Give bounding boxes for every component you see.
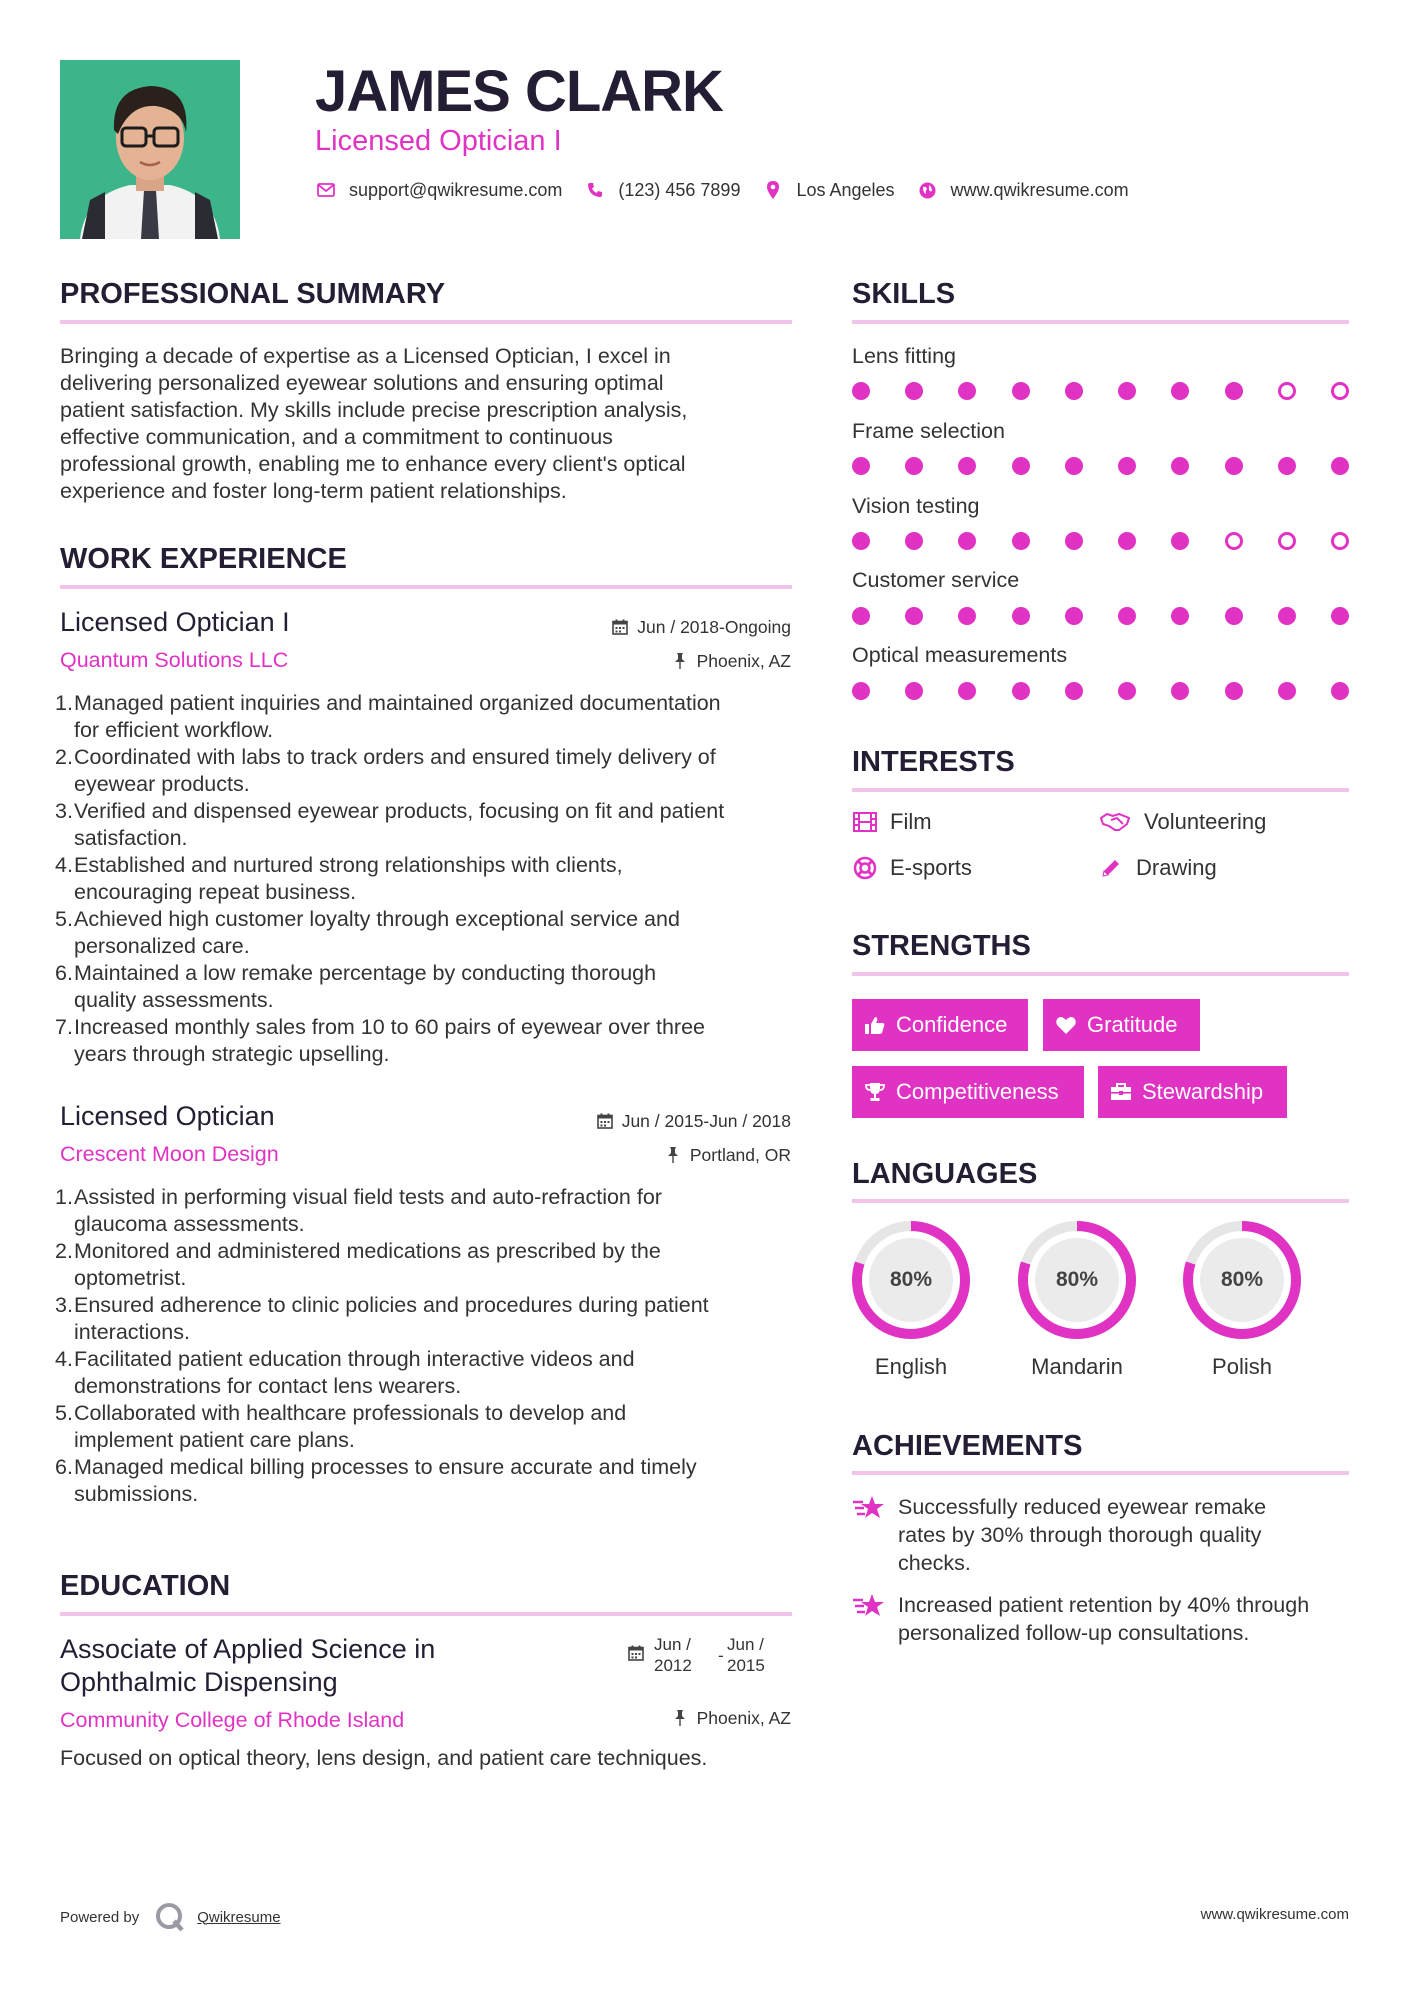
list-item [55,1346,800,1400]
rating-dot-filled [1278,457,1296,475]
shooting-star-icon [852,1492,888,1522]
skill-rating [852,682,1349,702]
job-location-text: Portland, OR [689,1145,791,1165]
rating-dot-filled [1171,532,1189,550]
rating-dot-filled [1012,457,1030,475]
map-pin-icon [762,179,784,201]
footer-branding [60,1900,281,1934]
rating-dot-filled [1118,532,1136,550]
item-number: 4. [55,853,73,877]
rating-dot-filled [852,457,870,475]
skill-name: Frame selection [852,419,1005,443]
rating-dot-filled [958,532,976,550]
strength-badge [1043,999,1200,1051]
rating-dot-filled [1012,682,1030,700]
list-item [55,960,800,1014]
item-number: 1. [55,1185,73,1209]
achievement-text [898,1493,1266,1577]
strength-badge [852,999,1028,1051]
job-dates-text: Jun / 2018-Ongoing [637,617,791,637]
rating-dot-filled [1278,607,1296,625]
strengths-heading: STRENGTHS [852,930,1031,962]
job-dates-text: Jun / 2015-Jun / 2018 [621,1111,791,1131]
experience-divider [60,585,792,589]
item-line: Coordinated with labs to track orders and ensured timely delivery of [74,745,716,769]
achievements-divider [852,1471,1349,1475]
achievement-line: Successfully reduced eyewear remake [898,1495,1267,1519]
heart-icon [1055,1014,1077,1036]
strength-badge [852,1066,1084,1118]
calendar-icon [628,1645,646,1663]
language-percent: 80% [889,1268,933,1291]
rating-dot-filled [1225,382,1243,400]
rating-dot-filled [1278,682,1296,700]
skill-rating [852,607,1349,627]
calendar-icon [596,1112,614,1130]
item-number: 2. [55,1239,73,1263]
footer-website[interactable]: www.qwikresume.com [1200,1906,1349,1923]
strength-label: Gratitude [1087,1012,1178,1037]
language-percent: 80% [1055,1268,1099,1291]
rating-dot-filled [1171,682,1189,700]
summary-heading: PROFESSIONAL SUMMARY [60,278,446,310]
rating-dot-filled [1331,607,1349,625]
achievement-text [898,1591,1309,1647]
language-name: Mandarin [1031,1354,1123,1379]
item-line: years through strategic upselling. [74,1042,390,1066]
rating-dot-filled [1118,457,1136,475]
rating-dot-filled [1012,382,1030,400]
strength-label: Stewardship [1142,1079,1264,1104]
rating-dot-filled [1118,382,1136,400]
rating-dot-filled [852,532,870,550]
interest-label: E-sports [890,855,972,880]
rating-dot-filled [1065,382,1083,400]
edu-start-year: 2012 [654,1656,692,1675]
rating-dot-filled [1065,607,1083,625]
interest-item [852,854,972,882]
skill-name: Customer service [852,568,1020,592]
achievement-line: personalized follow-up consultations. [898,1621,1250,1645]
contact-email[interactable]: support@qwikresume.com [349,179,563,200]
item-number: 5. [55,1401,73,1425]
list-item [55,852,800,906]
skill-rating [852,382,1349,402]
item-number: 6. [55,961,73,985]
job-title: Licensed Optician [60,1101,275,1131]
skill-rating [852,532,1349,552]
rating-dot-filled [1171,382,1189,400]
rating-dot-filled [905,532,923,550]
item-number: 1. [55,691,73,715]
school-name: Community College of Rhode Island [60,1708,405,1732]
education-heading: EDUCATION [60,1570,231,1602]
item-line: eyewear products. [74,772,250,796]
calendar-icon [611,618,629,636]
skills-heading: SKILLS [852,278,956,310]
edu-start-month: Jun / [654,1635,691,1654]
strength-label: Confidence [896,1012,1008,1037]
rating-dot-filled [905,607,923,625]
education-description: Focused on optical theory, lens design, and patient care techniques. [60,1746,708,1770]
pencil-icon [1098,855,1124,881]
rating-dot-filled [1012,532,1030,550]
achievement-line: checks. [898,1551,971,1575]
list-item [55,744,800,798]
rating-dot-filled [1225,682,1243,700]
interest-item [1098,854,1217,882]
pushpin-icon [671,652,689,670]
language-item [851,1220,971,1379]
item-line: Facilitated patient education through interactive videos and [74,1347,635,1371]
lifebuoy-icon [852,855,878,881]
item-line: Ensured adherence to clinic policies and procedures during patient [74,1293,709,1317]
list-item [55,1400,800,1454]
rating-dot-filled [1225,457,1243,475]
interests-heading: INTERESTS [852,746,1015,778]
list-item [55,798,800,852]
summary-line: delivering personalized eyewear solutions and ensuring optimal [60,371,664,395]
list-item [55,906,800,960]
interest-label: Film [890,809,932,834]
list-item [55,1292,800,1346]
item-line: Achieved high customer loyalty through exceptional service and [74,907,680,931]
rating-dot-filled [1171,457,1189,475]
job-location [560,650,791,672]
achievement-item [852,1493,1352,1577]
item-line: for efficient workflow. [74,718,274,742]
qwikresume-logo-icon [153,1900,187,1934]
language-name: English [874,1354,948,1379]
rating-dot-filled [905,382,923,400]
rating-dot-filled [905,682,923,700]
edu-start [654,1634,692,1676]
rating-dot-filled [1225,607,1243,625]
interests-divider [852,788,1349,792]
achievement-item [852,1591,1352,1647]
job-location-text: Phoenix, AZ [696,651,791,671]
item-line: Assisted in performing visual field tests and auto-refraction for [74,1185,662,1209]
contact-bar [315,178,1151,202]
experience-heading: WORK EXPERIENCE [60,543,347,575]
rating-dot-empty [1331,532,1349,550]
rating-dot-filled [1065,532,1083,550]
portrait-illustration [60,60,240,239]
film-icon [852,809,878,835]
item-number: 6. [55,1455,73,1479]
interest-item [1098,808,1266,836]
language-ring [1182,1220,1302,1340]
rating-dot-filled [1171,607,1189,625]
job-duties-list [55,1184,800,1508]
contact-phone[interactable]: (123) 456 7899 [618,179,741,200]
job-duties-list [55,690,800,1068]
rating-dot-filled [958,607,976,625]
job-dates [540,1110,791,1132]
globe-icon [917,179,939,201]
powered-by-label: Powered by [60,1908,140,1926]
interest-label: Drawing [1136,855,1217,880]
summary-line: Bringing a decade of expertise as a Licensed Optician, I excel in [60,344,671,368]
rating-dot-filled [958,457,976,475]
item-number: 5. [55,907,73,931]
education-location-text: Phoenix, AZ [696,1708,791,1728]
item-line: Managed patient inquiries and maintained organized documentation [74,691,721,715]
handshake-icon [1098,809,1132,835]
item-line: demonstrations for contact lens wearers. [74,1374,462,1398]
item-line: interactions. [74,1320,190,1344]
job-dates [560,616,791,638]
candidate-name: JAMES CLARK [315,59,723,124]
rating-dot-filled [1065,457,1083,475]
list-item [55,1238,800,1292]
rating-dot-empty [1225,532,1243,550]
edu-end [727,1634,765,1676]
rating-dot-empty [1278,532,1296,550]
skill-name: Vision testing [852,494,980,518]
phone-icon [584,179,606,201]
item-line: encouraging repeat business. [74,880,357,904]
trophy-icon [864,1081,886,1103]
list-item [55,1454,800,1508]
rating-dot-filled [852,607,870,625]
summary-divider [60,320,792,324]
company-name: Crescent Moon Design [60,1142,279,1166]
languages-heading: LANGUAGES [852,1158,1038,1190]
rating-dot-empty [1278,382,1296,400]
degree-title [60,1633,435,1699]
job-title: Licensed Optician I [60,607,290,637]
envelope-icon [315,179,337,201]
item-line: Established and nurtured strong relationships with clients, [74,853,623,877]
rating-dot-filled [1065,682,1083,700]
rating-dot-filled [1118,607,1136,625]
item-line: glaucoma assessments. [74,1212,305,1236]
achievements-heading: ACHIEVEMENTS [852,1430,1083,1462]
contact-location: Los Angeles [796,179,895,200]
rating-dot-filled [958,382,976,400]
briefcase-icon [1110,1081,1132,1103]
item-line: Increased monthly sales from 10 to 60 pairs of eyewear over three [74,1015,705,1039]
edu-end-year: 2015 [727,1656,765,1675]
item-number: 4. [55,1347,73,1371]
achievement-line: rates by 30% through thorough quality [898,1523,1262,1547]
thumbs-up-icon [864,1014,886,1036]
summary-line: effective communication, and a commitment to continuous [60,425,613,449]
item-number: 3. [55,799,73,823]
rating-dot-filled [1331,457,1349,475]
pushpin-icon [664,1146,682,1164]
education-divider [60,1612,792,1616]
item-line: quality assessments. [74,988,274,1012]
strengths-divider [852,972,1349,976]
summary-line: professional growth, enabling me to enhance every client's optical [60,452,686,476]
skill-name: Optical measurements [852,643,1068,667]
shooting-star-icon [852,1590,888,1620]
item-number: 2. [55,745,73,769]
list-item [55,1184,800,1238]
skills-divider [852,320,1349,324]
company-name: Quantum Solutions LLC [60,648,289,672]
item-line: optometrist. [74,1266,187,1290]
item-number: 3. [55,1293,73,1317]
degree-line: Associate of Applied Science in [60,1634,436,1664]
language-ring [1017,1220,1137,1340]
strength-badge [1098,1066,1287,1118]
item-line: Verified and dispensed eyewear products, focusing on fit and patient [74,799,725,823]
rating-dot-filled [852,682,870,700]
item-number: 7. [55,1015,73,1039]
rating-dot-empty [1331,382,1349,400]
item-line: submissions. [74,1482,199,1506]
language-ring [851,1220,971,1340]
language-percent: 80% [1220,1268,1264,1291]
languages-divider [852,1199,1349,1203]
language-name: Polish [1212,1354,1272,1379]
edu-date-separator: - [718,1646,724,1665]
item-line: Monitored and administered medications as prescribed by the [74,1239,661,1263]
pushpin-icon [671,1709,689,1727]
list-item [55,690,800,744]
profile-photo [60,60,240,239]
education-dates [628,1634,798,1678]
strength-label: Competitiveness [896,1079,1059,1104]
item-line: Collaborated with healthcare professionals to develop and [74,1401,627,1425]
edu-end-month: Jun / [727,1635,764,1654]
item-line: personalized care. [74,934,250,958]
language-item [1017,1220,1137,1379]
skill-name: Lens fitting [852,344,956,368]
item-line: satisfaction. [74,826,188,850]
list-item [55,1014,800,1068]
summary-line: patient satisfaction. My skills include precise prescription analysis, [60,398,688,422]
contact-website[interactable]: www.qwikresume.com [950,179,1129,200]
language-item [1182,1220,1302,1379]
interest-item [852,808,932,836]
rating-dot-filled [852,382,870,400]
job-location [560,1144,791,1166]
degree-line: Ophthalmic Dispensing [60,1667,338,1697]
rating-dot-filled [1118,682,1136,700]
rating-dot-filled [1331,682,1349,700]
brand-link[interactable]: Qwikresume [197,1908,281,1926]
item-line: Maintained a low remake percentage by conducting thorough [74,961,657,985]
rating-dot-filled [958,682,976,700]
rating-dot-filled [1012,607,1030,625]
candidate-role: Licensed Optician I [315,125,562,157]
rating-dot-filled [905,457,923,475]
education-location [560,1707,791,1729]
item-line: implement patient care plans. [74,1428,355,1452]
interest-label: Volunteering [1144,809,1267,834]
skill-rating [852,457,1349,477]
achievement-line: Increased patient retention by 40% through [898,1593,1310,1617]
summary-line: experience and foster long-term patient relationships. [60,479,567,503]
item-line: Managed medical billing processes to ensure accurate and timely [74,1455,697,1479]
summary-text [60,343,800,505]
